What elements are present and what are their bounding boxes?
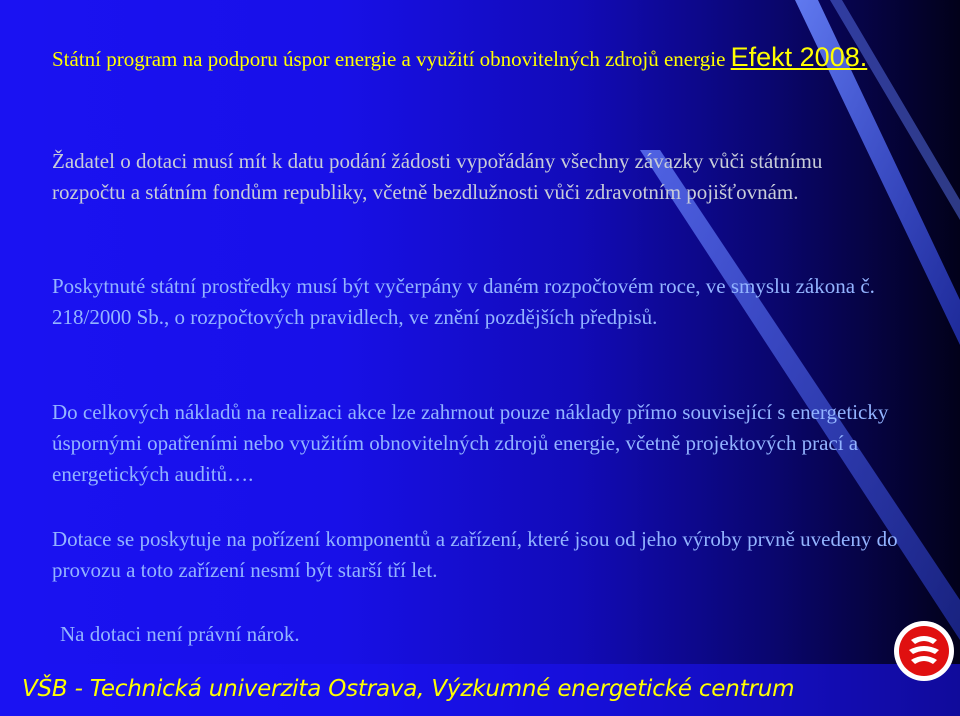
- paragraph-funds: Poskytnuté státní prostředky musí být vyčerpány v daném rozpočtovém roce, ve smyslu zákona č. 218/2000 Sb., o rozpočtových pravidlech, ve znění pozdějších předpisů.: [52, 274, 875, 329]
- paragraph-costs: Do celkových nákladů na realizaci akce lze zahrnout pouze náklady přímo související s energeticky úspornými opatřeními nebo využitím obnovitelných zdrojů energie, včetně projektových prací a energetických auditů….: [52, 400, 889, 486]
- program-title: Státní program na podporu úspor energie a využití obnovitelných zdrojů energie Efekt 2008.: [52, 42, 868, 72]
- footer-institution: VŠB - Technická univerzita Ostrava, Výzkumné energetické centrum: [22, 676, 795, 702]
- paragraph-applicant: Žadatel o dotaci musí mít k datu podání žádosti vypořádány všechny závazky vůči státnímu rozpočtu a státním fondům republiky, včetně bezdlužnosti vůči zdravotním pojišťovnám.: [52, 149, 823, 204]
- program-emphasis: Efekt 2008.: [730, 42, 868, 72]
- paragraph-components: Dotace se poskytuje na pořízení komponentů a zařízení, které jsou od jeho výroby prvně uvedeny do provozu a toto zařízení nesmí být starší tří let.: [52, 527, 898, 582]
- vsb-logo-icon: [893, 620, 955, 682]
- paragraph-no-claim: Na dotaci není právní nárok.: [60, 622, 300, 646]
